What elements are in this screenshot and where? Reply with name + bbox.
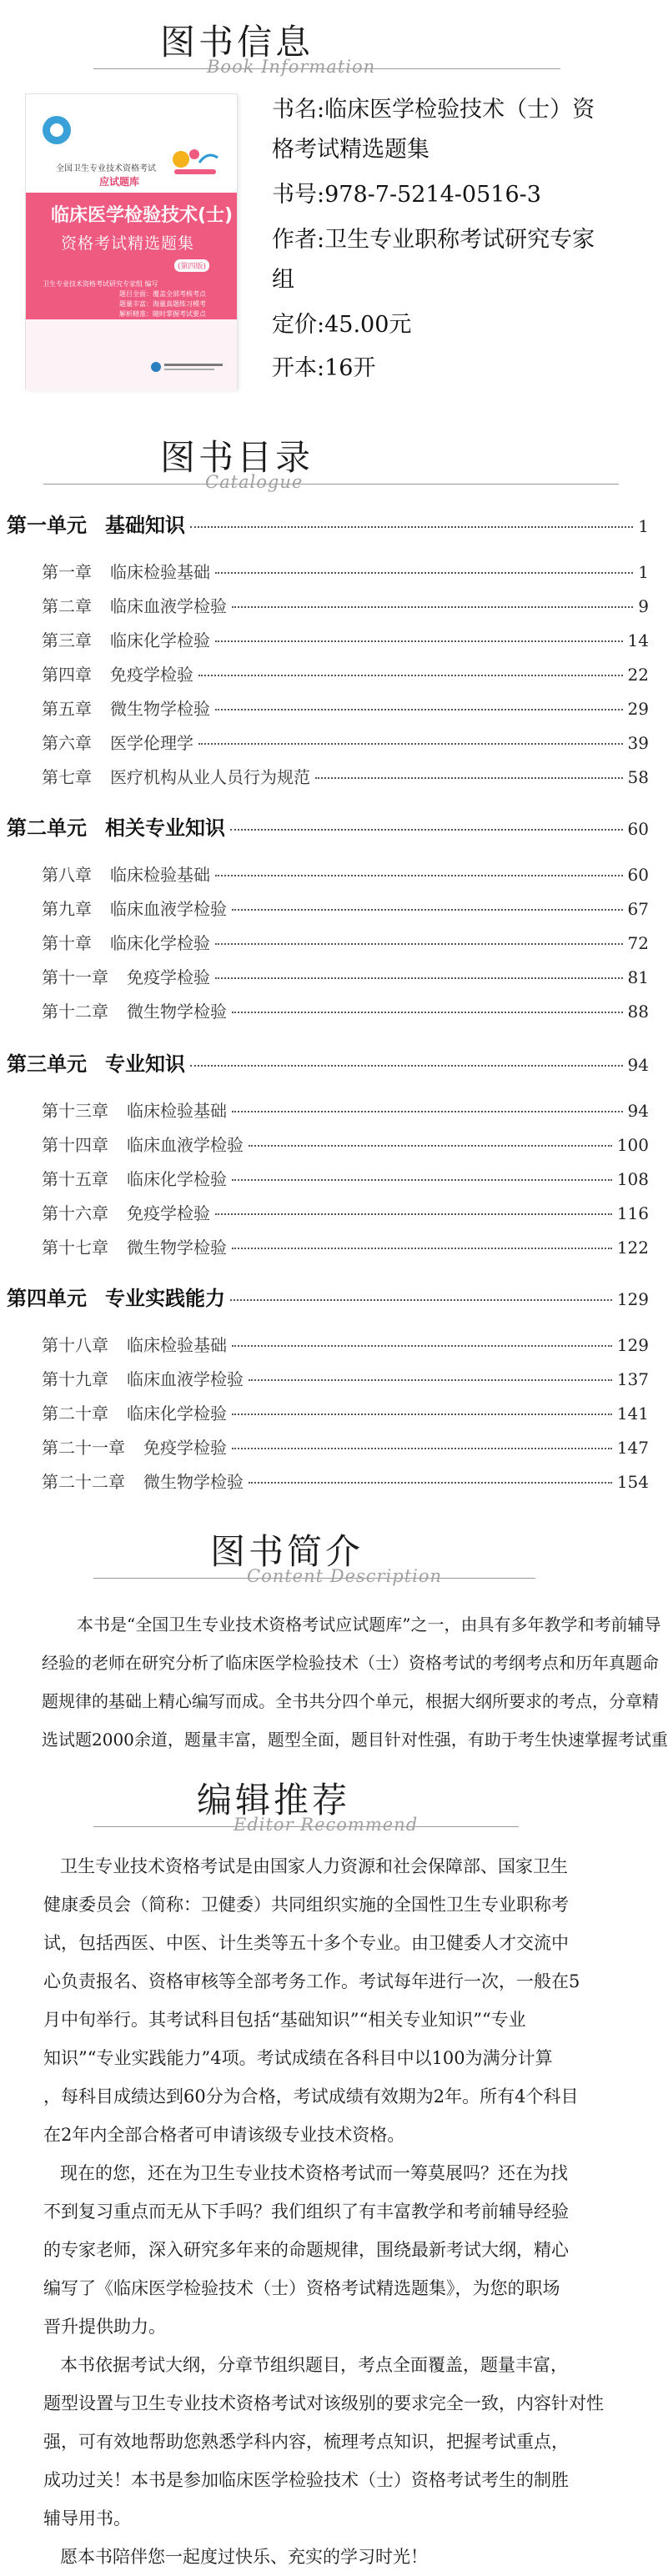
description-line: 选试题2000余道，题量丰富，题型全面，题目针对性强，有助于考生快速掌握考试重 <box>42 1730 668 1750</box>
toc-leader <box>215 977 623 979</box>
toc-chapter-name: 临床血液学检验 <box>127 1369 244 1389</box>
cover-tag: 题目全面：覆盖全部考核考点 <box>119 290 206 298</box>
toc-leader <box>215 943 623 945</box>
toc-chapter-name: 免疫学检验 <box>127 967 210 987</box>
toc-chapter-name: 临床化学检验 <box>127 1403 227 1424</box>
toc-leader <box>232 1448 612 1449</box>
toc-chapter-number: 第十八章 <box>42 1335 108 1355</box>
book-info-title: 图书信息 <box>160 22 314 63</box>
publisher-logo-icon <box>43 116 71 144</box>
toc-leader <box>230 1299 612 1301</box>
book-cover <box>25 93 238 389</box>
toc-chapter-number: 第二十二章 <box>42 1472 125 1492</box>
catalogue-header <box>0 424 659 499</box>
cover-sub-title: 资格考试精选题集 <box>61 234 195 253</box>
description-title: 图书简介 <box>210 1531 364 1572</box>
cover-tags <box>119 289 206 319</box>
toc-page-number: 94 <box>627 1055 649 1075</box>
toc-leader <box>190 1065 623 1067</box>
toc-page-number: 141 <box>616 1403 649 1424</box>
recommend-line: 知识”“专业实践能力”4项。考试成绩在各科目中以100为满分计算 <box>43 2048 553 2068</box>
toc-chapter <box>42 1234 649 1259</box>
recommend-line: 月中旬举行。其考试科目包括“基础知识”“相关专业知识”“专业 <box>43 2010 526 2030</box>
toc-chapter-number: 第十二章 <box>42 1002 108 1022</box>
toc-page-number: 129 <box>616 1289 649 1309</box>
toc-chapter-name: 临床检验基础 <box>110 865 210 885</box>
toc-unit-name: 相关专业知识 <box>105 816 225 840</box>
toc-chapter-number: 第三章 <box>42 630 92 650</box>
toc-chapter <box>42 559 649 584</box>
description-line: 经验的老师在研究分析了临床医学检验技术（士）资格考试的考纲考点和历年真题命 <box>42 1653 659 1673</box>
recommend-line: 辅导用书。 <box>43 2508 131 2528</box>
info-label: 开本: <box>272 355 325 381</box>
toc-unit-number: 第四单元 <box>7 1286 87 1310</box>
toc-chapter-name: 微生物学检验 <box>127 1238 227 1258</box>
info-field-author-cont <box>272 262 294 299</box>
recommend-line: 题型设置与卫生专业技术资格考试对该级别的要求完全一致，内容针对性 <box>43 2393 604 2413</box>
toc-page-number: 100 <box>616 1135 649 1155</box>
recommend-title: 编辑推荐 <box>197 1780 351 1820</box>
recommend-line: 愿本书陪伴您一起度过快乐、充实的学习时光！ <box>60 2547 428 2567</box>
cover-editor-line: 卫生专业技术资格考试研究专家组 编写 <box>43 280 158 288</box>
toc-chapter-number: 第一章 <box>42 562 92 582</box>
toc-chapter-number: 第十六章 <box>42 1203 108 1223</box>
toc-page-number: 116 <box>616 1203 649 1223</box>
toc-leader <box>190 526 633 528</box>
toc-chapter-name: 临床血液学检验 <box>110 596 227 616</box>
toc-chapter <box>42 998 649 1023</box>
toc-chapter <box>42 661 649 686</box>
toc-page-number: 9 <box>638 596 649 616</box>
toc-page-number: 1 <box>638 516 649 536</box>
cover-series-line: 应试题库 <box>99 176 140 188</box>
toc-chapter <box>42 627 649 652</box>
toc-chapter-name: 临床化学检验 <box>110 630 210 650</box>
recommend-line: 的专家老师，深入研究多年来的命题规律，围绕最新考试大纲，精心 <box>43 2240 569 2260</box>
toc-unit-name: 专业知识 <box>105 1052 185 1076</box>
toc-unit <box>7 509 649 539</box>
recommend-line: 在2年内全部合格者可申请该级专业技术资格。 <box>43 2125 405 2145</box>
toc-unit-number: 第二单元 <box>7 816 87 840</box>
recommend-line: 心负责报名、资格审核等全部考务工作。考试每年进行一次，一般在5 <box>43 1971 580 1991</box>
recommend-header <box>0 1766 659 1841</box>
info-value: 组 <box>272 267 294 293</box>
toc-page-number: 88 <box>627 1002 649 1022</box>
toc-chapter-name: 免疫学检验 <box>143 1438 227 1458</box>
toc-page-number: 108 <box>616 1169 649 1189</box>
recommend-line: 成功过关！本书是参加临床医学检验技术（士）资格考试考生的制胜 <box>43 2470 569 2490</box>
toc-chapter <box>42 861 649 886</box>
toc-chapter-name: 临床血液学检验 <box>127 1135 244 1155</box>
toc-chapter-name: 免疫学检验 <box>127 1203 210 1223</box>
info-value: 978-7-5214-0516-3 <box>324 182 541 208</box>
toc-leader <box>232 1179 612 1181</box>
toc-chapter <box>42 764 649 789</box>
toc-chapter <box>42 1469 649 1494</box>
catalogue-title: 图书目录 <box>160 437 314 478</box>
toc-leader <box>215 572 633 574</box>
toc-leader <box>232 909 623 911</box>
toc-page-number: 1 <box>638 562 649 582</box>
info-field-title-cont <box>272 132 429 168</box>
toc-chapter-number: 第七章 <box>42 767 92 787</box>
toc-chapter-number: 第四章 <box>42 665 92 685</box>
toc-leader <box>232 606 633 608</box>
toc-chapter <box>42 1166 649 1191</box>
toc-chapter-number: 第十三章 <box>42 1101 108 1121</box>
toc-page-number: 29 <box>627 699 649 719</box>
toc-chapter-number: 第十一章 <box>42 967 108 987</box>
toc-page-number: 137 <box>616 1369 649 1389</box>
toc-chapter-name: 微生物学检验 <box>127 1002 227 1022</box>
toc-chapter <box>42 1097 649 1122</box>
toc-chapter-number: 第二十一章 <box>42 1438 125 1458</box>
toc-page-number: 94 <box>627 1101 649 1121</box>
recommend-text <box>43 1847 644 2576</box>
toc-leader <box>215 709 623 711</box>
toc-chapter <box>42 1434 649 1459</box>
toc-leader <box>198 675 623 676</box>
recommend-line: ，每科目成绩达到60分为合格，考试成绩有效期为2年。所有4个科目 <box>43 2086 579 2106</box>
cover-tag: 题量丰富：海量真题练习模考 <box>119 300 206 308</box>
toc-leader <box>232 1012 623 1013</box>
toc-chapter-name: 临床血液学检验 <box>110 899 227 919</box>
toc-chapter-name: 临床化学检验 <box>110 933 210 953</box>
toc-page-number: 147 <box>616 1438 649 1458</box>
info-field-price <box>272 307 411 344</box>
toc-unit <box>7 1047 649 1077</box>
toc-chapter <box>42 1400 649 1425</box>
info-field-title <box>272 92 595 128</box>
toc-chapter <box>42 695 649 721</box>
toc-chapter <box>42 1366 649 1391</box>
toc-unit-name: 专业实践能力 <box>105 1286 225 1310</box>
info-value: 卫生专业职称考试研究专家 <box>324 227 595 253</box>
recommend-line: 不到复习重点而无从下手吗？我们组织了有丰富教学和考前辅导经验 <box>43 2202 569 2222</box>
description-header <box>0 1518 659 1593</box>
toc-leader <box>249 1145 612 1147</box>
cover-top-line: 全国卫生专业技术资格考试 <box>56 164 156 173</box>
toc-page-number: 72 <box>627 933 649 953</box>
info-field-format <box>272 350 375 387</box>
info-value: 临床医学检验技术（士）资 <box>324 97 595 123</box>
toc-page-number: 14 <box>627 630 649 650</box>
toc-chapter-number: 第十章 <box>42 933 92 953</box>
toc-page-number: 154 <box>616 1472 649 1492</box>
recommend-line: 卫生专业技术资格考试是由国家人力资源和社会保障部、国家卫生 <box>60 1856 568 1876</box>
toc-page-number: 39 <box>627 733 649 753</box>
recommend-line: 试，包括西医、中医、计生类等五十多个专业。由卫健委人才交流中 <box>43 1933 569 1953</box>
toc-leader <box>215 640 623 642</box>
recommend-line: 晋升提供助力。 <box>43 2317 166 2337</box>
toc-unit-number: 第三单元 <box>7 1052 87 1076</box>
toc-chapter <box>42 593 649 618</box>
cover-publisher-mark-icon <box>151 361 224 373</box>
toc-chapter <box>42 896 649 921</box>
toc-chapter-number: 第五章 <box>42 699 92 719</box>
toc-leader <box>249 1379 612 1381</box>
description-subtitle: Content Description <box>247 1566 443 1586</box>
recommend-line: 编写了《临床医学检验技术（士）资格考试精选题集》，为您的职场 <box>43 2278 560 2298</box>
toc-leader <box>232 1248 612 1249</box>
info-label: 定价: <box>272 312 325 338</box>
recommend-subtitle: Editor Recommend <box>234 1815 419 1835</box>
info-label: 书名: <box>272 97 325 123</box>
toc-chapter-name: 临床检验基础 <box>127 1335 227 1355</box>
toc-chapter-number: 第十七章 <box>42 1238 108 1258</box>
toc-chapter-number: 第二十章 <box>42 1403 108 1424</box>
toc-chapter-name: 临床检验基础 <box>110 562 210 582</box>
toc-chapter-number: 第九章 <box>42 899 92 919</box>
toc-chapter <box>42 730 649 755</box>
recommend-line: 现在的您，还在为卫生专业技术资格考试而一筹莫展吗？还在为找 <box>60 2163 568 2183</box>
description-line: 题规律的基础上精心编写而成。全书共分四个单元，根据大纲所要求的考点，分章精 <box>42 1691 659 1711</box>
toc-unit-number: 第一单元 <box>7 513 87 537</box>
header-divider <box>43 484 619 485</box>
toc-chapter-number: 第十四章 <box>42 1135 108 1155</box>
catalogue-subtitle: Catalogue <box>205 472 304 492</box>
cover-edition: (第四版) <box>174 259 209 272</box>
toc-chapter-number: 第十九章 <box>42 1369 108 1389</box>
toc-leader <box>215 875 623 876</box>
toc-page-number: 22 <box>627 665 649 685</box>
toc-chapter <box>42 964 649 989</box>
toc-leader <box>249 1482 612 1484</box>
cover-bottom <box>26 319 237 390</box>
info-value: 45.00元 <box>324 312 412 338</box>
toc-chapter-name: 微生物学检验 <box>110 699 210 719</box>
toc-chapter-name: 微生物学检验 <box>143 1472 244 1492</box>
toc-chapter-number: 第二章 <box>42 596 92 616</box>
info-value: 16开 <box>324 355 376 381</box>
recommend-line: 健康委员会（简称：卫健委）共同组织实施的全国性卫生专业职称考 <box>43 1895 569 1915</box>
cover-main-title: 临床医学检验技术(士) <box>51 205 234 226</box>
toc-page-number: 60 <box>627 819 649 839</box>
toc-chapter <box>42 1332 649 1357</box>
book-info-header <box>0 8 659 83</box>
toc-chapter-number: 第八章 <box>42 865 92 885</box>
toc-chapter <box>42 1132 649 1157</box>
recommend-line: 强，可有效地帮助您熟悉学科内容，梳理考点知识，把握考试重点， <box>43 2432 569 2452</box>
toc-page-number: 60 <box>627 865 649 885</box>
toc-page-number: 58 <box>627 767 649 787</box>
toc-leader <box>230 829 623 831</box>
toc-leader <box>232 1345 612 1347</box>
toc-chapter-name: 临床检验基础 <box>127 1101 227 1121</box>
toc-leader <box>215 1213 612 1215</box>
description-line: 本书是“全国卫生专业技术资格考试应试题库”之一，由具有多年教学和考前辅导 <box>77 1614 661 1634</box>
toc-chapter-name: 医疗机构从业人员行为规范 <box>110 767 310 787</box>
toc-leader <box>232 1414 612 1415</box>
toc-page-number: 81 <box>627 967 649 987</box>
toc-chapter <box>42 1200 649 1225</box>
toc-leader <box>315 777 623 779</box>
toc-chapter-name: 免疫学检验 <box>110 665 193 685</box>
info-field-isbn <box>272 177 541 213</box>
series-logo-icon <box>169 146 221 176</box>
toc-chapter-number: 第十五章 <box>42 1169 108 1189</box>
cover-tag: 解析精准：随时掌握考试要点 <box>119 310 206 318</box>
toc-unit-name: 基础知识 <box>105 513 185 537</box>
toc-page-number: 122 <box>616 1238 649 1258</box>
info-value: 格考试精选题集 <box>272 137 429 163</box>
toc-page-number: 129 <box>616 1335 649 1355</box>
toc-unit <box>7 811 649 841</box>
cover-title-band <box>26 193 237 319</box>
toc-leader <box>198 743 623 745</box>
info-field-author <box>272 222 595 259</box>
toc-chapter-number: 第六章 <box>42 733 92 753</box>
toc-chapter <box>42 930 649 955</box>
info-label: 作者: <box>272 227 325 253</box>
description-text <box>42 1605 668 1759</box>
toc-page-number: 67 <box>627 899 649 919</box>
book-info-subtitle: Book Information <box>207 57 376 77</box>
toc-chapter-name: 医学伦理学 <box>110 733 193 753</box>
toc-unit <box>7 1282 649 1312</box>
toc-leader <box>232 1111 623 1112</box>
info-label: 书号: <box>272 182 325 208</box>
toc-chapter-name: 临床化学检验 <box>127 1169 227 1189</box>
recommend-line: 本书依据考试大纲，分章节组织题目，考点全面覆盖，题量丰富， <box>60 2355 568 2375</box>
